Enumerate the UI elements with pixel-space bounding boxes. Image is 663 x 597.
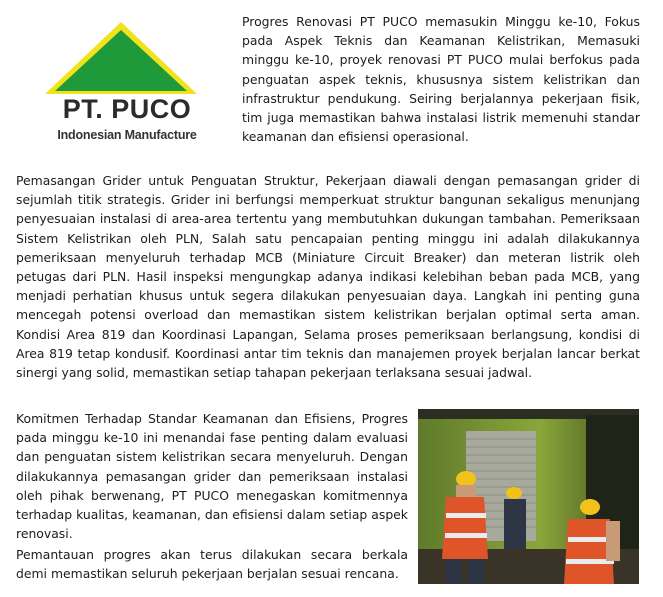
article-closing-paragraph: Pemantauan progres akan terus dilakukan secara berkala demi memastikan seluruh pekerjaan berjalan sesuai rencana. bbox=[16, 547, 408, 582]
article-intro-paragraph: Progres Renovasi PT PUCO memasukin Minggu ke-10, Fokus pada Aspek Teknis dan Keamanan Kelistrikan, Memasuki minggu ke-10, proyek renovasi PT PUCO mulai berfokus pada penguatan aspek teknis, khususnya sistem kelistrikan dan infrastruktur pendukung. Seiring berjalannya pekerjaan fisik, tim juga memastikan bahwa instalasi listrik memenuhi standar keamanan dan efisiensi operasional. bbox=[242, 14, 640, 145]
logo-brand-name: PT. PUCO bbox=[62, 94, 192, 124]
logo-tagline: Indonesian Manufacture bbox=[57, 128, 197, 142]
site-workers-photo bbox=[418, 409, 639, 584]
logo-triangle-icon bbox=[43, 20, 199, 96]
article-body-paragraph: Pemasangan Grider untuk Penguatan Struktur, Pekerjaan diawali dengan pemasangan grider di sejumlah titik strategis. Grider ini berfungsi memperkuat struktur bangunan sekaligus menunjang penyesuaian instalasi di area-area tertentu yang membutuhkan dukungan tambahan. Pemeriksaan Sistem Kelistrikan oleh PLN, Salah satu pencapaian penting minggu ini adalah dilakukannya pemeriksaan menyeluruh terhadap MCB (Miniature Circuit Breaker) dan meteran listrik oleh petugas dari PLN. Hasil inspeksi mengungkap adanya indikasi kelebihan beban pada MCB, yang menjadi perhatian khusus untuk segera dilakukan penyesuaian daya. Langkah ini penting guna mencegah potensi overload dan memastikan sistem kelistrikan berjalan optimal serta aman. Kondisi Area 819 dan Koordinasi Lapangan, Selama proses pemeriksaan berlangsung, kondisi di Area 819 tetap kondusif. Koordinasi antar tim teknis dan manajemen proyek berjalan lancar berkat sinergi yang solid, memastikan setiap tahapan pekerjaan terlaksana sesuai jadwal. bbox=[16, 173, 640, 381]
company-logo bbox=[30, 20, 210, 148]
article-commitment-paragraph: Komitmen Terhadap Standar Keamanan dan Efisiens, Progres pada minggu ke-10 ini menandai fase penting dalam evaluasi dan penguatan sistem kelistrikan secara menyeluruh. Dengan dilakukannya pemasangan grider dan pemeriksaan instalasi oleh pihak berwenang, PT PUCO menegaskan komitmennya terhadap kualitas, keamanan, dan efisiensi dalam setiap aspek renovasi. bbox=[16, 411, 408, 542]
